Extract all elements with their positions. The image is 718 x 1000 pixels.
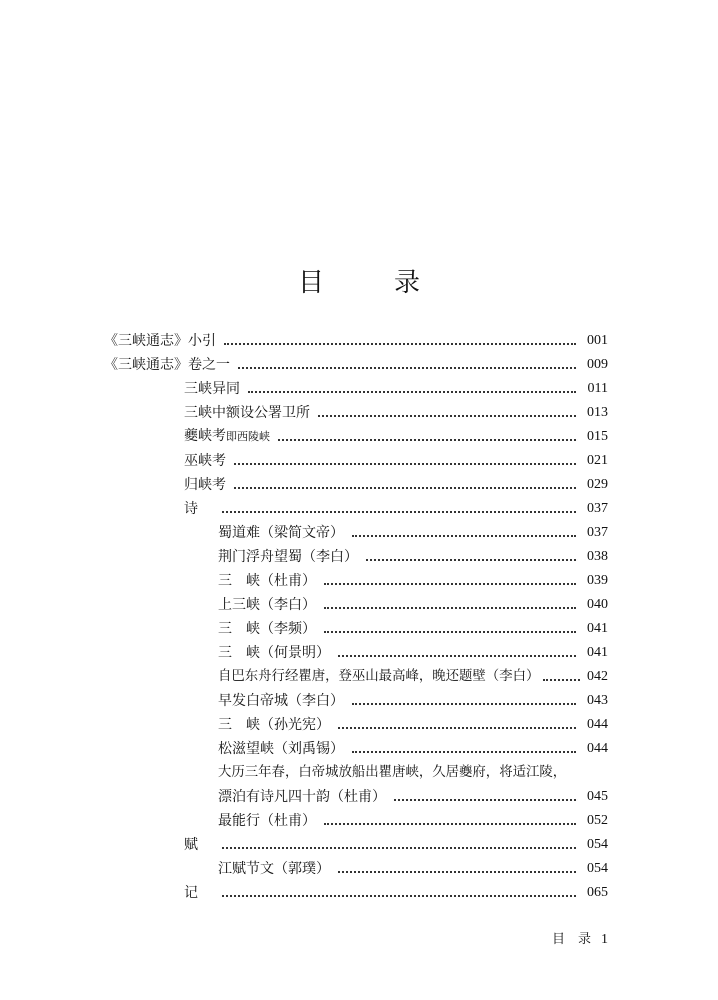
dot-leader: [394, 799, 576, 801]
toc-entry[interactable]: [184, 883, 608, 903]
dot-leader: [324, 607, 576, 609]
toc-entry-page: 029: [587, 477, 608, 492]
dot-leader: [352, 751, 576, 753]
dot-leader: [366, 559, 576, 561]
toc-entry[interactable]: [218, 739, 608, 759]
toc-entry-page: 039: [587, 573, 608, 588]
toc-entry[interactable]: [218, 547, 608, 567]
toc-entry[interactable]: [218, 667, 608, 687]
toc-entry-page: 041: [587, 645, 608, 660]
dot-leader: [234, 463, 576, 465]
toc-entry-label: 三峡异同: [184, 381, 240, 397]
dot-leader: [224, 343, 576, 345]
toc-entry-page: 001: [587, 333, 608, 348]
toc-entry-label: 早发白帝城（李白）: [218, 693, 344, 709]
toc-entry-page: 013: [587, 405, 608, 420]
toc-entry[interactable]: [104, 331, 608, 351]
toc-entry-label: 最能行（杜甫）: [218, 813, 316, 829]
toc-entry-page: 021: [587, 453, 608, 468]
toc-entry-page: 054: [587, 861, 608, 876]
toc-entry-note: 即西陵峡: [226, 430, 270, 443]
dot-leader: [278, 439, 576, 441]
dot-leader: [338, 727, 576, 729]
toc-entry[interactable]: [184, 379, 608, 399]
toc-entry-label: 自巴东舟行经瞿唐，登巫山最高峰，晚还题壁（李白）: [218, 669, 540, 684]
toc-entry-page: 009: [587, 357, 608, 372]
toc-entry-label: 三峡中额设公署卫所: [184, 405, 310, 421]
toc-entry-page: 045: [587, 789, 608, 804]
dot-leader: [222, 511, 576, 513]
dot-leader: [234, 487, 576, 489]
toc-entry-page: 037: [587, 501, 608, 516]
dot-leader: [324, 631, 576, 633]
toc-entry-label: 松滋望峡（刘禹锡）: [218, 741, 344, 757]
dot-leader: [352, 703, 576, 705]
toc-entry[interactable]: [184, 499, 608, 519]
dot-leader: [222, 895, 576, 897]
toc-entry-label: 巫峡考: [184, 453, 226, 469]
dot-leader: [543, 679, 580, 681]
footer-page-number: 1: [601, 932, 608, 947]
toc-entry[interactable]: [218, 619, 608, 639]
toc-entry-page: 043: [587, 693, 608, 708]
toc-entry-page: 044: [587, 741, 608, 756]
toc-entry-label: 蜀道难（梁简文帝）: [218, 525, 344, 541]
toc-entry-page: 042: [587, 669, 608, 684]
toc-entry-page: 052: [587, 813, 608, 828]
toc-entry[interactable]: [184, 451, 608, 471]
dot-leader: [238, 367, 576, 369]
toc-entry-page: 037: [587, 525, 608, 540]
toc-entry-label: 诗: [184, 501, 198, 517]
toc-entry[interactable]: [184, 403, 608, 423]
toc-entry-label: 三 峡（何景明）: [218, 645, 330, 661]
toc-entry[interactable]: [104, 355, 608, 375]
toc-entry[interactable]: [184, 427, 608, 447]
toc-entry-label: 上三峡（李白）: [218, 597, 316, 613]
page-footer: [552, 928, 608, 948]
toc-entry-page: 040: [587, 597, 608, 612]
toc-entry[interactable]: [218, 763, 608, 783]
footer-label: 目 录: [551, 932, 591, 947]
toc-entry-label: [184, 426, 270, 447]
toc-entry[interactable]: [218, 787, 608, 807]
dot-leader: [324, 823, 576, 825]
toc-entry-page: 038: [587, 549, 608, 564]
dot-leader: [338, 655, 576, 657]
toc-entry-label: 三 峡（孙光宪）: [218, 717, 330, 733]
dot-leader: [222, 847, 576, 849]
toc-entry-title: 夔峡考: [184, 428, 226, 444]
toc-entry[interactable]: [184, 835, 608, 855]
dot-leader: [324, 583, 576, 585]
toc-entry-label: 三 峡（杜甫）: [218, 573, 316, 589]
toc-entry-page: 015: [587, 429, 608, 444]
toc-entry[interactable]: [218, 691, 608, 711]
toc-entry-label: 漂泊有诗凡四十韵（杜甫）: [218, 789, 386, 805]
dot-leader: [338, 871, 576, 873]
dot-leader: [352, 535, 576, 537]
toc-entry-label: 荆门浮舟望蜀（李白）: [218, 549, 358, 565]
toc-entry-page: 011: [587, 381, 608, 396]
toc-entry-page: 044: [587, 717, 608, 732]
toc-entry-page: 054: [587, 837, 608, 852]
toc-entry-label: 三 峡（李频）: [218, 621, 316, 637]
toc-entry-label: 江赋节文（郭璞）: [218, 861, 330, 877]
dot-leader: [248, 391, 576, 393]
toc-entry-label: 赋: [184, 837, 198, 853]
toc-entry-label: 《三峡通志》卷之一: [104, 357, 230, 373]
toc-entry-page: 041: [587, 621, 608, 636]
toc-entry[interactable]: [218, 643, 608, 663]
toc-entry[interactable]: [218, 523, 608, 543]
toc-entry[interactable]: [218, 811, 608, 831]
toc-entry-label: 《三峡通志》小引: [104, 333, 216, 349]
toc-entry-page: 065: [587, 885, 608, 900]
toc-entry-label: 大历三年春，白帝城放船出瞿唐峡，久居夔府，将适江陵，: [218, 765, 567, 780]
toc-entry[interactable]: [184, 475, 608, 495]
toc-entry[interactable]: [218, 595, 608, 615]
toc-entry[interactable]: [218, 859, 608, 879]
toc-entry-label: 记: [184, 885, 198, 901]
dot-leader: [318, 415, 576, 417]
toc-entry-label: 归峡考: [184, 477, 226, 493]
page-title: 目 录: [297, 268, 442, 298]
toc-entry[interactable]: [218, 715, 608, 735]
toc-entry[interactable]: [218, 571, 608, 591]
